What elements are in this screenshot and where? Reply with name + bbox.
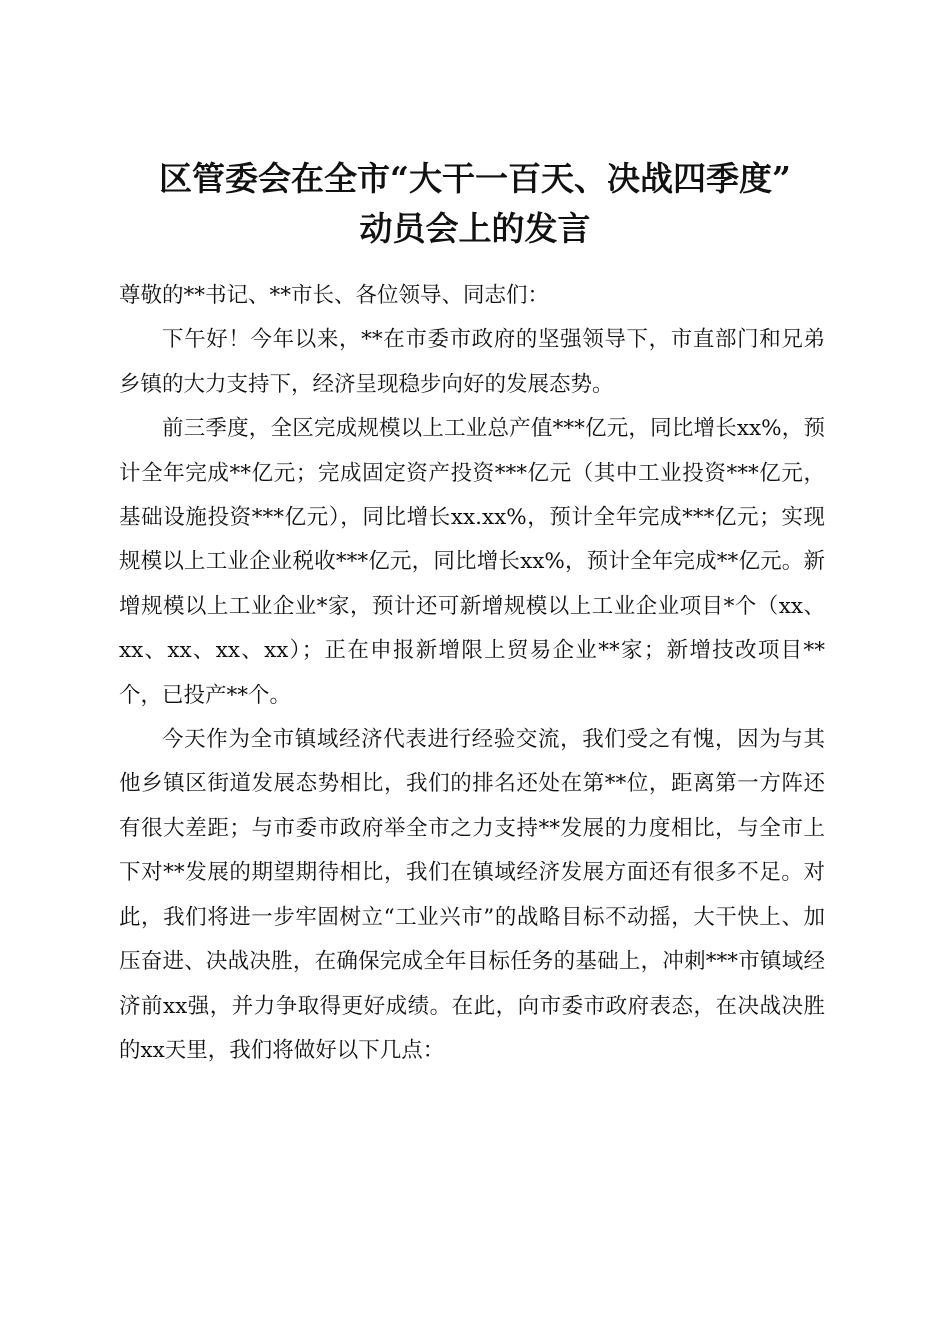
document-title (110, 154, 840, 254)
salutation: 尊敬的**书记、**市长、各位领导、同志们： (119, 283, 550, 308)
title-line-2: 动员会上的发言 (359, 209, 591, 249)
paragraph-greeting: 下午好！今年以来，**在市委市政府的坚强领导下，市直部门和兄弟乡镇的大力支持下，经济呈现稳步向好的发展态势。 (119, 327, 825, 397)
document-body (119, 274, 825, 1073)
paragraph-performance: 前三季度，全区完成规模以上工业总产值***亿元，同比增长xx%，预计全年完成**亿元；完成固定资产投资***亿元（其中工业投资***亿元，基础设施投资***亿元），同比增长xx.xx%，预计全年完成***亿元；实现规模以上工业企业税收***亿元，同比增长xx%，预计全年完成**亿元。新增规模以上工业企业*家，预计还可新增规模以上工业企业项目*个（xx、xx、xx、xx、xx）；正在申报新增限上贸易企业**家；新增技改项目**个，已投产**个。 (119, 416, 825, 708)
title-line-1: 区管委会在全市“大干一百天、决战四季度” (159, 159, 791, 199)
paragraph-commitment: 今天作为全市镇域经济代表进行经验交流，我们受之有愧，因为与其他乡镇区街道发展态势相比，我们的排名还处在第**位，距离第一方阵还有很大差距；与市委市政府举全市之力支持**发展的力度相比，与全市上下对**发展的期望期待相比，我们在镇域经济发展方面还有很多不足。对此，我们将进一步牢固树立“工业兴市”的战略目标不动摇，大干快上、加压奋进、决战决胜，在确保完成全年目标任务的基础上，冲刺***市镇域经济前xx强，并力争取得更好成绩。在此，向市委市政府表态，在决战决胜的xx天里，我们将做好以下几点： (119, 727, 825, 1063)
